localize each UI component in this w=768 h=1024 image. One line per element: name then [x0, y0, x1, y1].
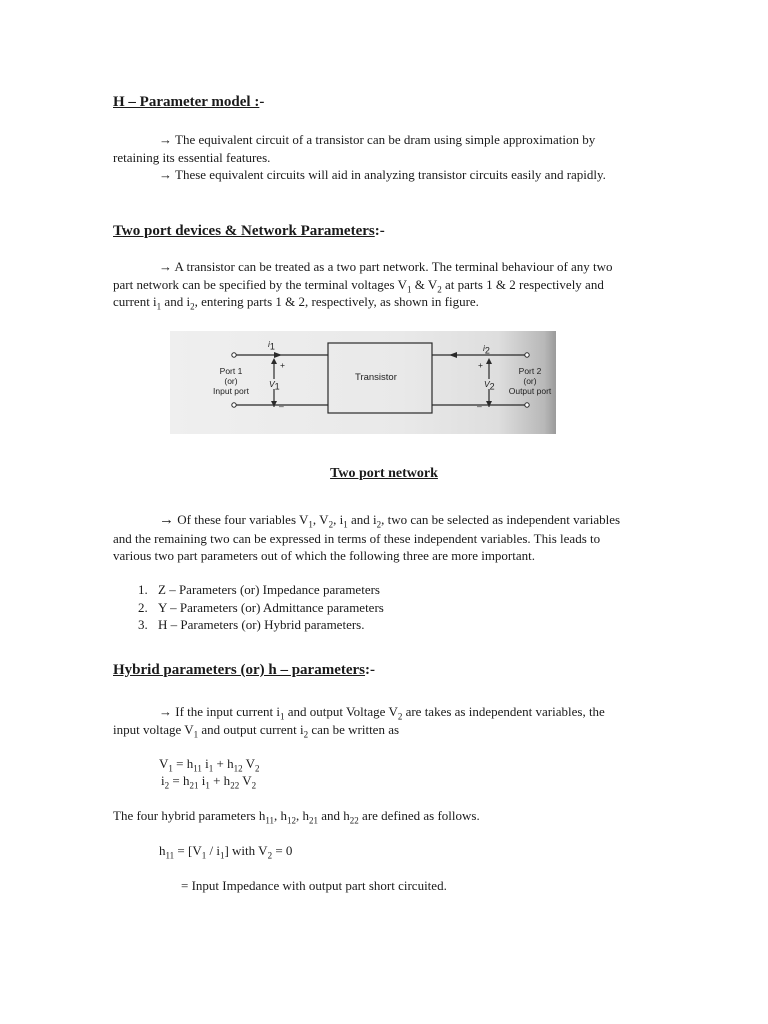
v2-plus-sign: + [478, 360, 483, 370]
v2-minus-sign: – [477, 401, 482, 411]
parameter-list [113, 581, 633, 634]
defined-paragraph: The four hybrid parameters $h_{11}$, $h_{12}$, $h_{21}$ and $h_{22}$ are defined as follows. [113, 808, 480, 826]
equation-i2: $i_2 = h_{21}$ $i_1 + h_{22}$ $V_2$ [161, 773, 257, 791]
v1-label: $V_1$ [269, 379, 280, 392]
intro-paragraph [113, 131, 633, 184]
i1-label: $i_1$ [268, 339, 275, 352]
hybrid-paragraph: → If the input current $i_1$ and output Voltage $V_2$ are takes as independent variables, the input voltage $V_1$ and output current $i_2$ can be written as [113, 704, 605, 740]
h11-description: = Input Impedance with output part short circuited. [181, 878, 447, 893]
v1-minus-sign: – [279, 401, 284, 411]
equation-v1: $V_1 = h_{11}$ $i_1 + h_{12}$ $V_2$ [159, 756, 260, 774]
variables-paragraph: → Of these four variables $V_1$, $V_2$, $i_1$ and $i_2$, two can be selected as independent variables and the remaining two can be expressed in terms of these independent variables. This leads to various two part parameters out of which the following three are more important. [113, 512, 621, 563]
v2-label: $V_2$ [484, 379, 495, 392]
list-item: 2. Y – Parameters (or) Admittance parameters [138, 599, 384, 615]
heading-h-parameter-model: H – Parameter model :- [113, 94, 265, 110]
intro-line-1: → The equivalent circuit of a transistor can be dram using simple approximation by retaining its essential features. [113, 132, 596, 165]
port-1-label: Port 1 (or) Input port [213, 366, 249, 396]
v1-plus-sign: + [280, 360, 285, 370]
transistor-label: Transistor [355, 372, 397, 383]
intro-line-2: → These equivalent circuits will aid in analyzing transistor circuits easily and rapidly. [159, 167, 606, 182]
port-2-label: Port 2 (or) Output port [508, 366, 552, 396]
two-port-network-figure [170, 331, 556, 434]
list-item: 1. Z – Parameters (or) Impedance parameters [138, 582, 380, 597]
two-port-paragraph: → A transistor can be treated as a two part network. The terminal behaviour of any two part network can be specified by the terminal voltages $V_1$ & $V_2$ at parts 1 & 2 respectively and current $i_1$ and $i_2$, entering parts 1 & 2, respectively, as shown in figure. [113, 259, 613, 312]
list-item: 3. H – Parameters (or) Hybrid parameters. [138, 617, 365, 632]
h11-definition: $h_{11} = [V_1 / i_1]$ with $V_2 = 0$ [159, 843, 293, 861]
i2-label: $i_2$ [483, 343, 490, 356]
figure-caption: Two port network [330, 466, 438, 481]
heading-hybrid-parameters: Hybrid parameters (or) h – parameters:- [113, 662, 376, 678]
heading-two-port-devices: Two port devices & Network Parameters:- [113, 223, 385, 239]
